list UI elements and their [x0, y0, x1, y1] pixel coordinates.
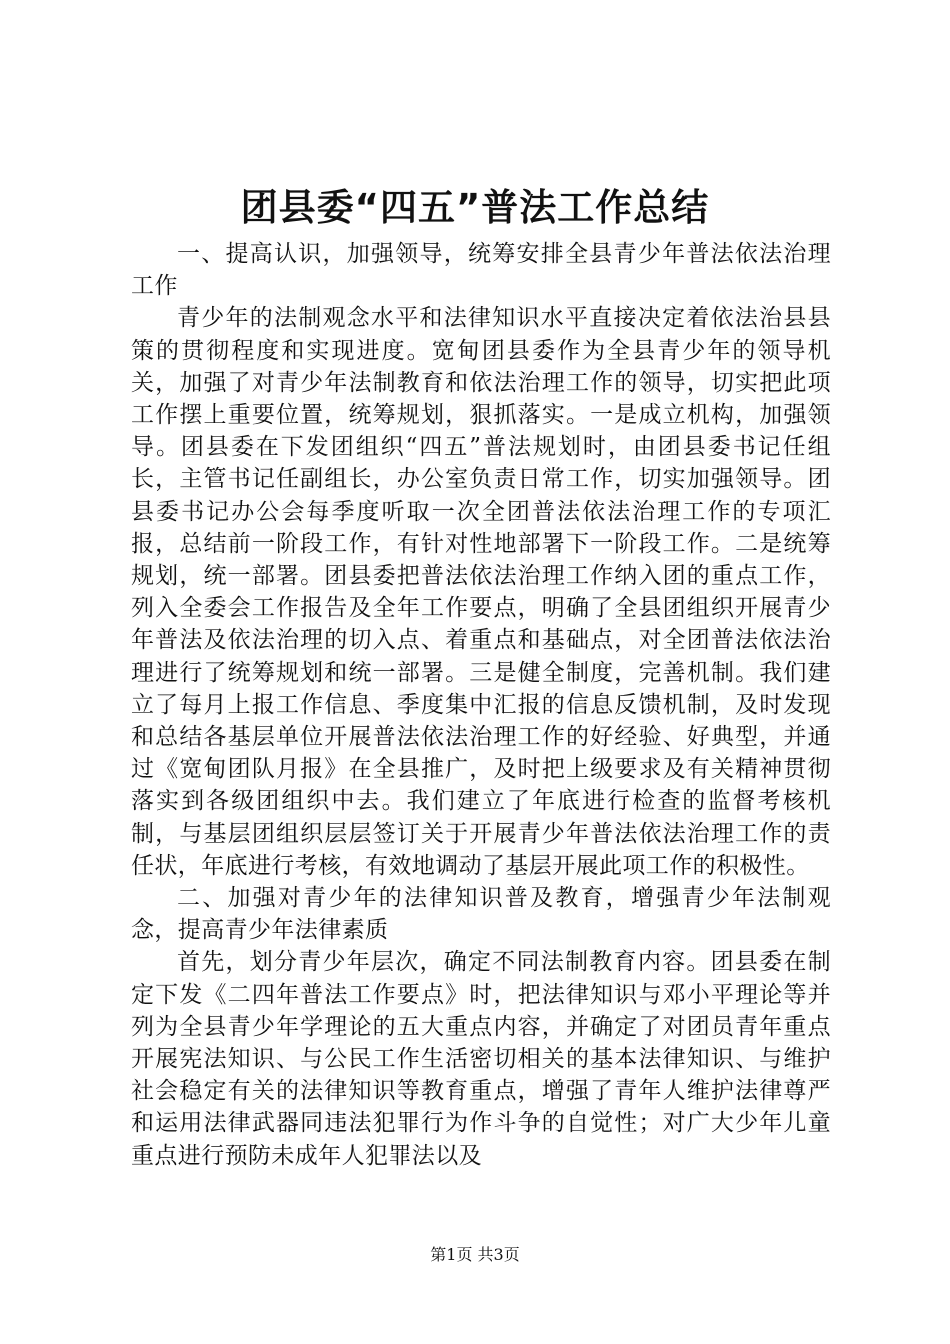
page-number-footer: 第1页 共3页 [430, 1245, 520, 1264]
heading-section-1: 一、提高认识，加强领导，统筹安排全县青少年普法依法治理工作 [131, 241, 831, 300]
body-paragraph-1: 青少年的法制观念水平和法律知识水平直接决定着依法治县县策的贯彻程度和实现进度。宽甸团县委作为全县青少年的领导机关，加强了对青少年法制教育和依法治理工作的领导，切实把此项工作摆上重要位置，统筹规划，狠抓落实。一是成立机构，加强领导。团县委在下发团组织“四五”普法规划时，由团县委书记任组长，主管书记任副组长，办公室负责日常工作，切实加强领导。团县委书记办公会每季度听取一次全团普法依法治理工作的专项汇报，总结前一阶段工作，有针对性地部署下一阶段工作。二是统筹规划，统一部署。团县委把普法依法治理工作纳入团的重点工作，列入全委会工作报告及全年工作要点，明确了全县团组织开展青少年普法及依法治理的切入点、着重点和基础点，对全团普法依法治理进行了统筹规划和统一部署。三是健全制度，完善机制。我们建立了每月上报工作信息、季度集中汇报的信息反馈机制，及时发现和总结各基层单位开展普法依法治理工作的好经验、好典型，并通过《宽甸团队月报》在全县推广，及时把上级要求及有关精神贯彻落实到各级团组织中去。我们建立了年底进行检查的监督考核机制，与基层团组织层层签订关于开展青少年普法依法治理工作的责任状，年底进行考核，有效地调动了基层开展此项工作的积极性。 [131, 305, 831, 879]
heading-section-2: 二、加强对青少年的法律知识普及教育，增强青少年法制观念，提高青少年法律素质 [131, 885, 831, 944]
body-paragraph-2: 首先，划分青少年层次，确定不同法制教育内容。团县委在制定下发《二四年普法工作要点》时，把法律知识与邓小平理论等并列为全县青少年学理论的五大重点内容，并确定了对团员青年重点开展宪法知识、与公民工作生活密切相关的基本法律知识、与维护社会稳定有关的法律知识等教育重点，增强了青年人维护法律尊严和运用法律武器同违法犯罪行为作斗争的自觉性；对广大少年儿童重点进行预防未成年人犯罪法以及 [131, 949, 831, 1169]
document-title: 团县委“四五”普法工作总结 [240, 186, 710, 229]
document-body [131, 238, 831, 1172]
